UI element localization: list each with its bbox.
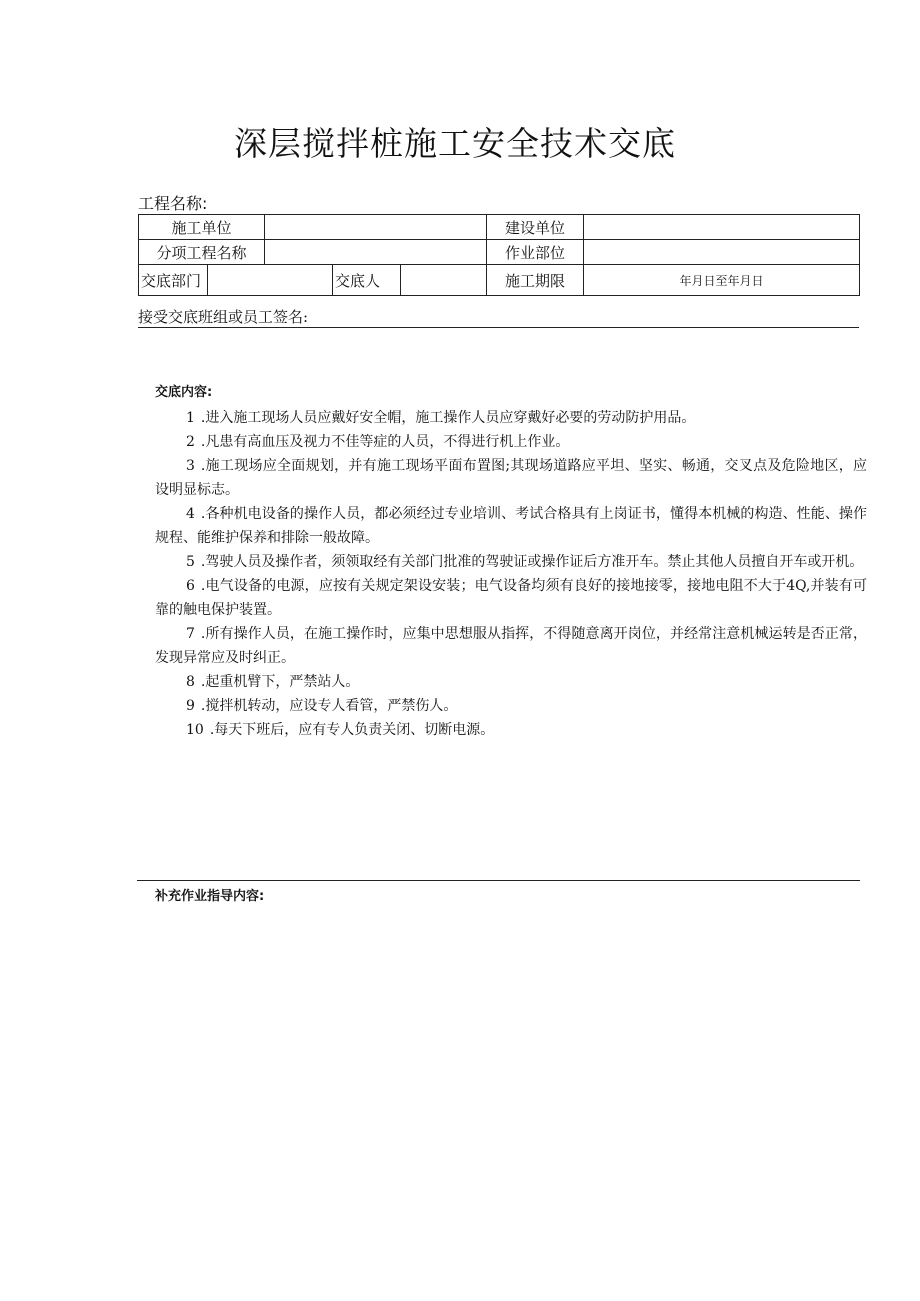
section-divider xyxy=(137,880,860,881)
content-items xyxy=(155,406,867,742)
item-text: .施工现场应全面规划，并有施工现场平面布置图;其现场道路应平坦、坚实、畅通，交叉点及危险地区，应设明显标志。 xyxy=(155,458,867,498)
sub-project-field[interactable] xyxy=(265,240,487,265)
item-number: 3 xyxy=(186,458,195,474)
construction-unit-field[interactable] xyxy=(265,215,487,240)
list-item xyxy=(155,574,867,622)
briefing-dept-label: 交底部门 xyxy=(139,265,208,296)
list-item xyxy=(155,502,867,550)
sub-project-label: 分项工程名称 xyxy=(139,240,265,265)
owner-unit-label: 建设单位 xyxy=(487,215,584,240)
project-name-label: 工程名称: xyxy=(138,194,208,213)
period-label: 施工期限 xyxy=(487,265,584,296)
item-text: .凡患有高血压及视力不佳等症的人员，不得进行机上作业。 xyxy=(200,434,570,450)
list-item xyxy=(155,550,867,574)
table-row xyxy=(139,240,860,265)
item-number: 1 xyxy=(186,410,195,426)
signature-row[interactable] xyxy=(138,308,859,328)
briefing-content xyxy=(155,382,867,742)
item-number: 5 xyxy=(186,554,195,570)
list-item xyxy=(155,454,867,502)
construction-unit-label: 施工单位 xyxy=(139,215,265,240)
list-item xyxy=(155,670,867,694)
content-label: 交底内容: xyxy=(155,385,213,400)
owner-unit-field[interactable] xyxy=(584,215,860,240)
info-table xyxy=(138,214,860,296)
period-value[interactable]: 年月日至年月日 xyxy=(584,265,860,296)
supplement-label: 补充作业指导内容: xyxy=(155,889,265,904)
item-number: 4 xyxy=(186,506,195,522)
work-location-field[interactable] xyxy=(584,240,860,265)
item-number: 6 xyxy=(186,578,195,594)
item-number: 2 xyxy=(186,434,195,450)
item-text: .每天下班后，应有专人负责关闭、切断电源。 xyxy=(209,722,495,738)
item-text: .进入施工现场人员应戴好安全帽，施工操作人员应穿戴好必要的劳动防护用品。 xyxy=(200,410,696,426)
list-item xyxy=(155,430,867,454)
document-title: 深层搅拌桩施工安全技术交底 xyxy=(234,124,676,163)
item-text: .电气设备的电源，应按有关规定架设安装；电气设备均须有良好的接地接零，接地电阻不大于4Q,并装有可靠的触电保护装置。 xyxy=(155,578,867,618)
briefer-label: 交底人 xyxy=(333,265,401,296)
table-row xyxy=(139,215,860,240)
item-text: .驾驶人员及操作者，须领取经有关部门批准的驾驶证或操作证后方准开车。禁止其他人员擅自开车或开机。 xyxy=(200,554,864,570)
table-row xyxy=(139,265,860,296)
item-number: 9 xyxy=(186,698,195,714)
briefer-field[interactable] xyxy=(401,265,487,296)
list-item xyxy=(155,718,867,742)
item-text: .所有操作人员，在施工操作时，应集中思想服从指挥，不得随意离开岗位，并经常注意机械运转是否正常，发现异常应及时纠正。 xyxy=(155,626,867,666)
list-item xyxy=(155,622,867,670)
item-number: 7 xyxy=(186,626,195,642)
list-item xyxy=(155,406,867,430)
list-item xyxy=(155,694,867,718)
item-text: .各种机电设备的操作人员，都必须经过专业培训、考试合格具有上岗证书，懂得本机械的构造、性能、操作规程、能维护保养和排除一般故障。 xyxy=(155,506,867,546)
briefing-dept-field[interactable] xyxy=(208,265,333,296)
signature-label: 接受交底班组或员工签名: xyxy=(138,308,309,326)
item-number: 10 xyxy=(186,722,204,738)
work-location-label: 作业部位 xyxy=(487,240,584,265)
item-number: 8 xyxy=(186,674,195,690)
item-text: .起重机臂下，严禁站人。 xyxy=(200,674,360,690)
item-text: .搅拌机转动，应设专人看管，严禁伤人。 xyxy=(200,698,458,714)
